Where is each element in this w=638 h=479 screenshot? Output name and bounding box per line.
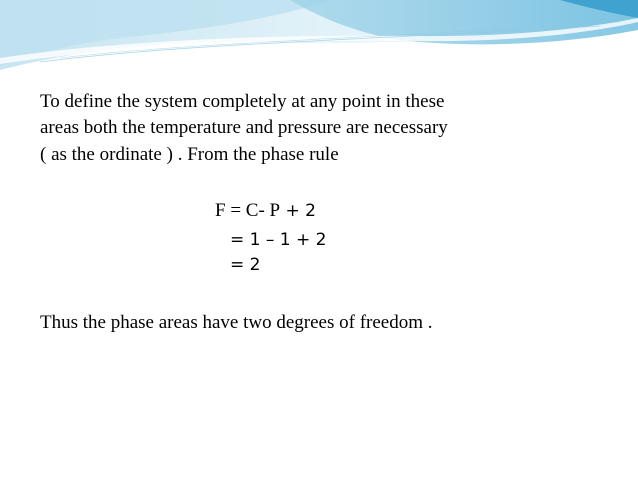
paragraph-line-3: ( as the ordinate ) . From the phase rule [40, 144, 339, 165]
equation-line-1 [215, 199, 316, 223]
equation-line-1-serif: F = C- P [215, 200, 281, 221]
equation-line-3: = 2 [230, 255, 261, 275]
equation-line-1-tail: + 2 [280, 201, 316, 221]
paragraph-line-1: To define the system completely at any point in these [40, 91, 445, 112]
conclusion-text: Thus the phase areas have two degrees of freedom . [40, 312, 433, 333]
header-wave-decoration [0, 0, 638, 90]
paragraph-line-2: areas both the temperature and pressure are necessary [40, 117, 448, 138]
equation-line-2: = 1 – 1 + 2 [230, 230, 327, 250]
